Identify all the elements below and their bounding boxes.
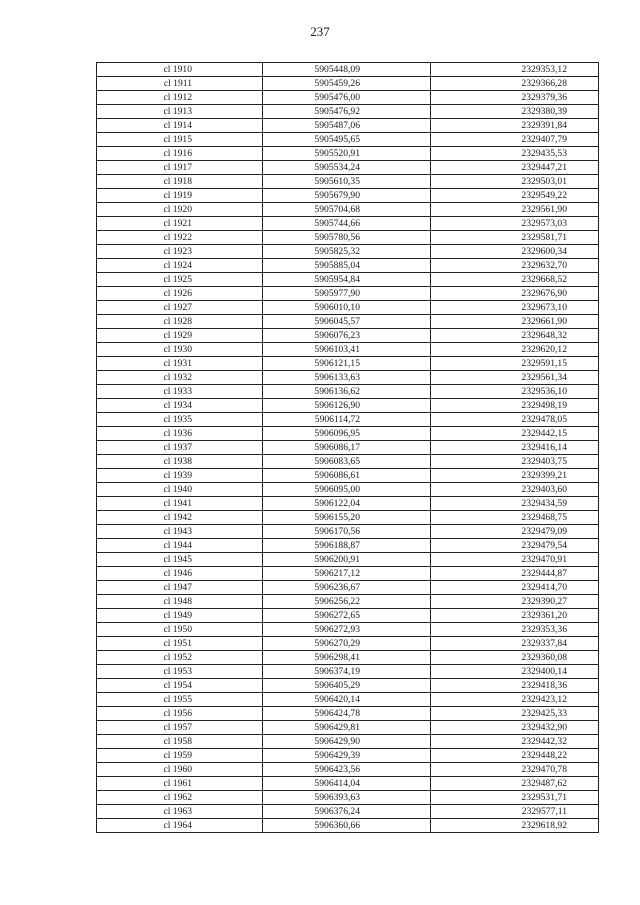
point-id-cell: cl 1959 [97,749,263,763]
y-coordinate-cell: 2329353,36 [431,623,599,637]
table-row [97,371,599,385]
table-row [97,483,599,497]
x-coordinate-cell: 5905520,91 [263,147,431,161]
point-id-cell: cl 1964 [97,819,263,833]
y-coordinate-cell: 2329676,90 [431,287,599,301]
x-coordinate-cell: 5906200,91 [263,553,431,567]
table-row [97,161,599,175]
y-coordinate-cell: 2329573,03 [431,217,599,231]
point-id-cell: cl 1948 [97,595,263,609]
x-coordinate-cell: 5905679,90 [263,189,431,203]
point-id-cell: cl 1935 [97,413,263,427]
point-id-cell: cl 1924 [97,259,263,273]
table-row [97,245,599,259]
x-coordinate-cell: 5905476,92 [263,105,431,119]
point-id-cell: cl 1916 [97,147,263,161]
point-id-cell: cl 1952 [97,651,263,665]
x-coordinate-cell: 5905476,00 [263,91,431,105]
point-id-cell: cl 1955 [97,693,263,707]
table-row [97,679,599,693]
point-id-cell: cl 1945 [97,553,263,567]
y-coordinate-cell: 2329435,53 [431,147,599,161]
table-row [97,441,599,455]
x-coordinate-cell: 5906236,67 [263,581,431,595]
x-coordinate-cell: 5905610,35 [263,175,431,189]
point-id-cell: cl 1942 [97,511,263,525]
y-coordinate-cell: 2329337,84 [431,637,599,651]
table-row [97,791,599,805]
y-coordinate-cell: 2329400,14 [431,665,599,679]
x-coordinate-cell: 5906103,41 [263,343,431,357]
point-id-cell: cl 1937 [97,441,263,455]
point-id-cell: cl 1926 [97,287,263,301]
table-row [97,315,599,329]
x-coordinate-cell: 5906414,04 [263,777,431,791]
x-coordinate-cell: 5906076,23 [263,329,431,343]
point-id-cell: cl 1936 [97,427,263,441]
point-id-cell: cl 1921 [97,217,263,231]
point-id-cell: cl 1946 [97,567,263,581]
y-coordinate-cell: 2329487,62 [431,777,599,791]
y-coordinate-cell: 2329668,52 [431,273,599,287]
y-coordinate-cell: 2329432,90 [431,721,599,735]
x-coordinate-cell: 5906096,95 [263,427,431,441]
point-id-cell: cl 1929 [97,329,263,343]
y-coordinate-cell: 2329618,92 [431,819,599,833]
y-coordinate-cell: 2329403,60 [431,483,599,497]
point-id-cell: cl 1928 [97,315,263,329]
point-id-cell: cl 1962 [97,791,263,805]
table-row [97,511,599,525]
table-row [97,231,599,245]
x-coordinate-cell: 5905534,24 [263,161,431,175]
y-coordinate-cell: 2329380,39 [431,105,599,119]
table-row [97,595,599,609]
table-row [97,693,599,707]
point-id-cell: cl 1925 [97,273,263,287]
table-row [97,63,599,77]
point-id-cell: cl 1911 [97,77,263,91]
x-coordinate-cell: 5905495,65 [263,133,431,147]
point-id-cell: cl 1927 [97,301,263,315]
point-id-cell: cl 1960 [97,763,263,777]
table-row [97,217,599,231]
table-row [97,525,599,539]
y-coordinate-cell: 2329379,36 [431,91,599,105]
y-coordinate-cell: 2329423,12 [431,693,599,707]
y-coordinate-cell: 2329391,84 [431,119,599,133]
point-id-cell: cl 1919 [97,189,263,203]
table-row [97,287,599,301]
point-id-cell: cl 1940 [97,483,263,497]
y-coordinate-cell: 2329600,34 [431,245,599,259]
y-coordinate-cell: 2329479,54 [431,539,599,553]
point-id-cell: cl 1931 [97,357,263,371]
x-coordinate-cell: 5906136,62 [263,385,431,399]
x-coordinate-cell: 5906374,19 [263,665,431,679]
x-coordinate-cell: 5906095,00 [263,483,431,497]
table-row [97,259,599,273]
point-id-cell: cl 1947 [97,581,263,595]
point-id-cell: cl 1957 [97,721,263,735]
coordinates-table-body [97,63,599,833]
y-coordinate-cell: 2329549,22 [431,189,599,203]
y-coordinate-cell: 2329648,32 [431,329,599,343]
x-coordinate-cell: 5905448,09 [263,63,431,77]
table-row [97,175,599,189]
x-coordinate-cell: 5906429,39 [263,749,431,763]
point-id-cell: cl 1923 [97,245,263,259]
x-coordinate-cell: 5906121,15 [263,357,431,371]
y-coordinate-cell: 2329561,34 [431,371,599,385]
y-coordinate-cell: 2329468,75 [431,511,599,525]
x-coordinate-cell: 5906256,22 [263,595,431,609]
x-coordinate-cell: 5906086,61 [263,469,431,483]
table-row [97,133,599,147]
y-coordinate-cell: 2329581,71 [431,231,599,245]
table-row [97,749,599,763]
point-id-cell: cl 1963 [97,805,263,819]
y-coordinate-cell: 2329366,28 [431,77,599,91]
point-id-cell: cl 1922 [97,231,263,245]
y-coordinate-cell: 2329577,11 [431,805,599,819]
point-id-cell: cl 1961 [97,777,263,791]
x-coordinate-cell: 5906045,57 [263,315,431,329]
y-coordinate-cell: 2329442,32 [431,735,599,749]
x-coordinate-cell: 5906376,24 [263,805,431,819]
y-coordinate-cell: 2329661,90 [431,315,599,329]
x-coordinate-cell: 5906126,90 [263,399,431,413]
x-coordinate-cell: 5905744,66 [263,217,431,231]
x-coordinate-cell: 5906405,29 [263,679,431,693]
table-row [97,385,599,399]
y-coordinate-cell: 2329479,09 [431,525,599,539]
table-row [97,273,599,287]
y-coordinate-cell: 2329414,70 [431,581,599,595]
table-row [97,357,599,371]
x-coordinate-cell: 5906424,78 [263,707,431,721]
x-coordinate-cell: 5906217,12 [263,567,431,581]
y-coordinate-cell: 2329561,90 [431,203,599,217]
y-coordinate-cell: 2329447,21 [431,161,599,175]
point-id-cell: cl 1917 [97,161,263,175]
x-coordinate-cell: 5905780,56 [263,231,431,245]
x-coordinate-cell: 5906010,10 [263,301,431,315]
point-id-cell: cl 1950 [97,623,263,637]
table-row [97,399,599,413]
y-coordinate-cell: 2329416,14 [431,441,599,455]
y-coordinate-cell: 2329442,15 [431,427,599,441]
y-coordinate-cell: 2329448,22 [431,749,599,763]
y-coordinate-cell: 2329478,05 [431,413,599,427]
x-coordinate-cell: 5906420,14 [263,693,431,707]
y-coordinate-cell: 2329403,75 [431,455,599,469]
table-row [97,539,599,553]
y-coordinate-cell: 2329536,10 [431,385,599,399]
x-coordinate-cell: 5906360,66 [263,819,431,833]
x-coordinate-cell: 5905459,26 [263,77,431,91]
y-coordinate-cell: 2329470,91 [431,553,599,567]
x-coordinate-cell: 5906114,72 [263,413,431,427]
x-coordinate-cell: 5906270,29 [263,637,431,651]
x-coordinate-cell: 5906272,93 [263,623,431,637]
y-coordinate-cell: 2329503,01 [431,175,599,189]
x-coordinate-cell: 5906086,17 [263,441,431,455]
table-row [97,651,599,665]
table-row [97,497,599,511]
x-coordinate-cell: 5906122,04 [263,497,431,511]
table-row [97,91,599,105]
point-id-cell: cl 1910 [97,63,263,77]
y-coordinate-cell: 2329673,10 [431,301,599,315]
table-row [97,665,599,679]
point-id-cell: cl 1930 [97,343,263,357]
table-row [97,413,599,427]
table-row [97,553,599,567]
table-row [97,581,599,595]
y-coordinate-cell: 2329434,59 [431,497,599,511]
table-row [97,147,599,161]
table-row [97,819,599,833]
table-row [97,455,599,469]
page-number: 237 [310,24,330,39]
point-id-cell: cl 1941 [97,497,263,511]
point-id-cell: cl 1956 [97,707,263,721]
x-coordinate-cell: 5906429,81 [263,721,431,735]
point-id-cell: cl 1938 [97,455,263,469]
point-id-cell: cl 1915 [97,133,263,147]
x-coordinate-cell: 5906393,63 [263,791,431,805]
y-coordinate-cell: 2329407,79 [431,133,599,147]
point-id-cell: cl 1954 [97,679,263,693]
x-coordinate-cell: 5905825,32 [263,245,431,259]
point-id-cell: cl 1939 [97,469,263,483]
x-coordinate-cell: 5906083,65 [263,455,431,469]
y-coordinate-cell: 2329531,71 [431,791,599,805]
point-id-cell: cl 1953 [97,665,263,679]
y-coordinate-cell: 2329360,08 [431,651,599,665]
table-row [97,763,599,777]
point-id-cell: cl 1914 [97,119,263,133]
table-row [97,77,599,91]
point-id-cell: cl 1933 [97,385,263,399]
y-coordinate-cell: 2329632,70 [431,259,599,273]
table-row [97,623,599,637]
x-coordinate-cell: 5906133,63 [263,371,431,385]
point-id-cell: cl 1912 [97,91,263,105]
point-id-cell: cl 1951 [97,637,263,651]
table-row [97,721,599,735]
table-row [97,189,599,203]
x-coordinate-cell: 5906170,56 [263,525,431,539]
x-coordinate-cell: 5906423,56 [263,763,431,777]
y-coordinate-cell: 2329425,33 [431,707,599,721]
x-coordinate-cell: 5906272,65 [263,609,431,623]
y-coordinate-cell: 2329361,20 [431,609,599,623]
table-row [97,567,599,581]
point-id-cell: cl 1958 [97,735,263,749]
table-row [97,427,599,441]
table-row [97,301,599,315]
x-coordinate-cell: 5906155,20 [263,511,431,525]
y-coordinate-cell: 2329418,36 [431,679,599,693]
y-coordinate-cell: 2329353,12 [431,63,599,77]
table-row [97,343,599,357]
x-coordinate-cell: 5905704,68 [263,203,431,217]
point-id-cell: cl 1944 [97,539,263,553]
table-row [97,105,599,119]
table-row [97,707,599,721]
y-coordinate-cell: 2329591,15 [431,357,599,371]
point-id-cell: cl 1943 [97,525,263,539]
table-row [97,735,599,749]
table-row [97,329,599,343]
coordinates-table [96,62,599,833]
table-row [97,119,599,133]
table-row [97,777,599,791]
table-row [97,637,599,651]
x-coordinate-cell: 5905487,06 [263,119,431,133]
x-coordinate-cell: 5906298,41 [263,651,431,665]
table-row [97,203,599,217]
y-coordinate-cell: 2329390,27 [431,595,599,609]
y-coordinate-cell: 2329470,78 [431,763,599,777]
table-row [97,609,599,623]
y-coordinate-cell: 2329498,19 [431,399,599,413]
x-coordinate-cell: 5906429,90 [263,735,431,749]
point-id-cell: cl 1949 [97,609,263,623]
x-coordinate-cell: 5905977,90 [263,287,431,301]
table-row [97,805,599,819]
table-row [97,469,599,483]
point-id-cell: cl 1920 [97,203,263,217]
point-id-cell: cl 1913 [97,105,263,119]
y-coordinate-cell: 2329399,21 [431,469,599,483]
point-id-cell: cl 1934 [97,399,263,413]
x-coordinate-cell: 5905885,04 [263,259,431,273]
y-coordinate-cell: 2329444,87 [431,567,599,581]
point-id-cell: cl 1932 [97,371,263,385]
x-coordinate-cell: 5906188,87 [263,539,431,553]
point-id-cell: cl 1918 [97,175,263,189]
x-coordinate-cell: 5905954,84 [263,273,431,287]
y-coordinate-cell: 2329620,12 [431,343,599,357]
